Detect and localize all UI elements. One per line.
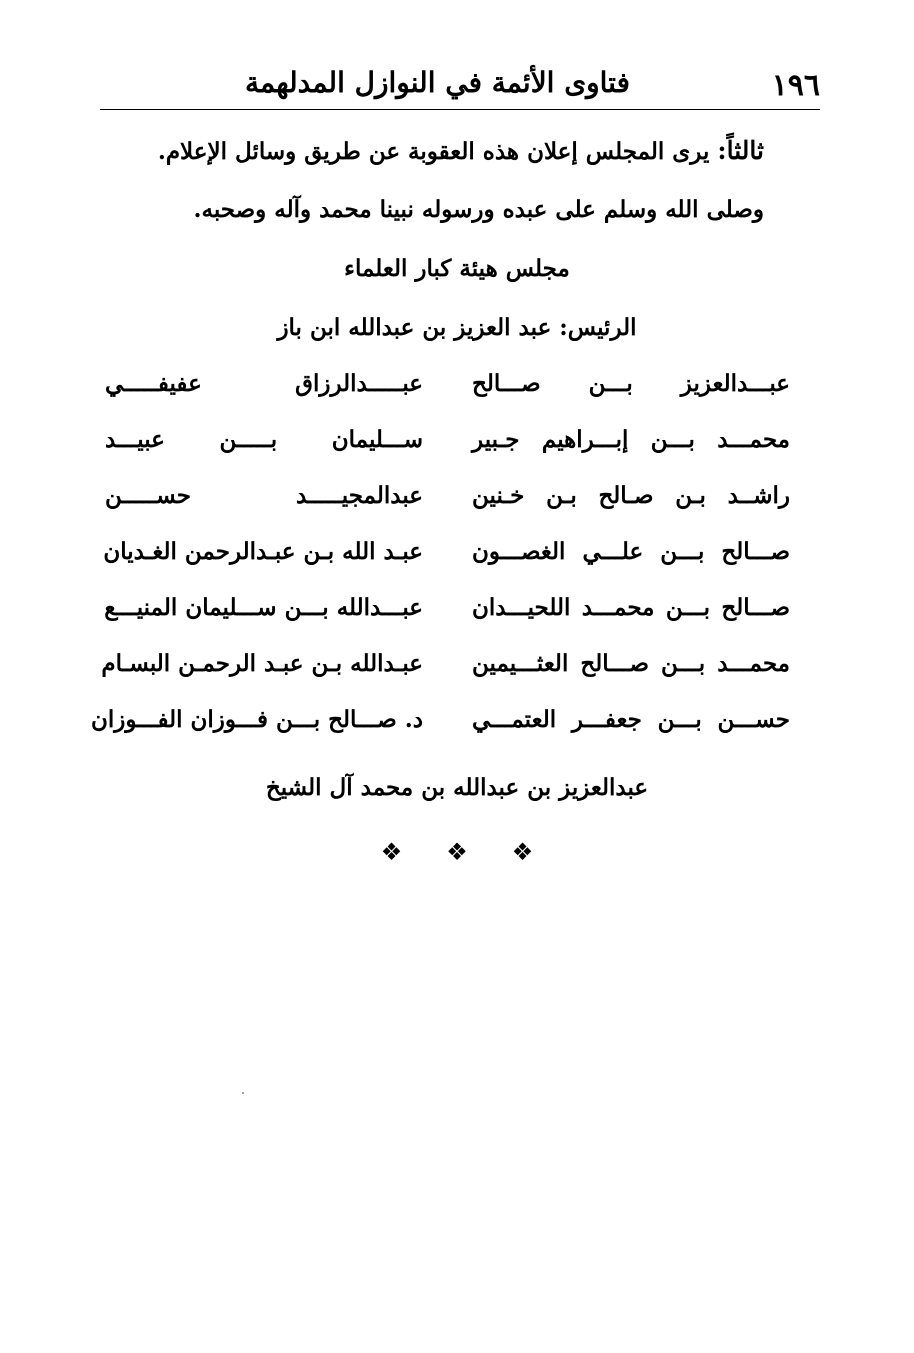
signatory-name: عبـــدالله بـــن ســـليمان المنيـــع (104, 594, 423, 621)
clause-three (158, 136, 764, 165)
council-name: مجلس هيئة كبار العلماء (344, 255, 570, 282)
signatory-name: عبـد الله بـن عبـدالرحمن الغـديان (103, 538, 423, 565)
signatory-name: محمـــد بـــن صـــالح العثـــيمين (472, 650, 790, 677)
signatory-name: عبـدالله بـن عبـد الرحمـن البسـام (101, 650, 423, 677)
header-divider (100, 109, 820, 110)
signatory-row (105, 594, 790, 634)
running-title: فتاوى الأئمة في النوازل المدلهمة (245, 66, 630, 99)
diamond-ornament-icon: ❖ (511, 838, 534, 866)
clause-text: يرى المجلس إعلان هذه العقوبة عن طريق وسائل الإعلام. (157, 138, 718, 165)
page-header (100, 62, 820, 110)
signatory-name: عبـــدالعزيز بـــن صـــالح (472, 370, 790, 397)
diamond-ornament-icon: ❖ (380, 838, 403, 866)
paper-speck (242, 1092, 244, 1094)
signatory-name: ســـليمان بـــــن عبيـــد (105, 426, 423, 453)
signatory-name: حســـن بـــن جعفـــر العتمـــي (472, 706, 790, 733)
diamond-ornament-icon: ❖ (446, 838, 468, 866)
signatory-row (105, 370, 790, 410)
signatory-row (105, 482, 790, 522)
signatory-name: د. صـــالح بـــن فـــوزان الفـــوزان (90, 706, 423, 733)
closing-prayer: وصلى الله وسلم على عبده ورسوله نبينا محمد وآله وصحبه. (193, 196, 764, 223)
signatory-name: راشــد بـن صـالح بـن خـنين (472, 482, 790, 509)
signatory-name: صـــالح بـــن محمـــد اللحيـــدان (472, 594, 790, 621)
signatory-name: محمـــد بـــن إبـــراهيم جـبير (472, 426, 790, 453)
president-line: الرئيس: عبد العزيز بن عبدالله ابن باز (277, 314, 637, 341)
signatory-row (90, 706, 790, 746)
signatory-name: عبدالمجيـــــد حســـــن (105, 482, 423, 509)
signatory-row (101, 650, 790, 690)
signatory-row (105, 538, 790, 578)
clause-lead: ثالثاً: (717, 136, 764, 165)
page-number: ١٩٦ (771, 68, 820, 103)
signatory-row (105, 426, 790, 466)
final-signatory: عبدالعزيز بن عبدالله بن محمد آل الشيخ (265, 774, 649, 801)
signatory-name: عبـــــدالرزاق عفيفـــــي (105, 370, 423, 397)
signatory-name: صـــالح بـــن علـــي الغصـــون (472, 538, 790, 565)
section-ornaments (0, 838, 914, 866)
